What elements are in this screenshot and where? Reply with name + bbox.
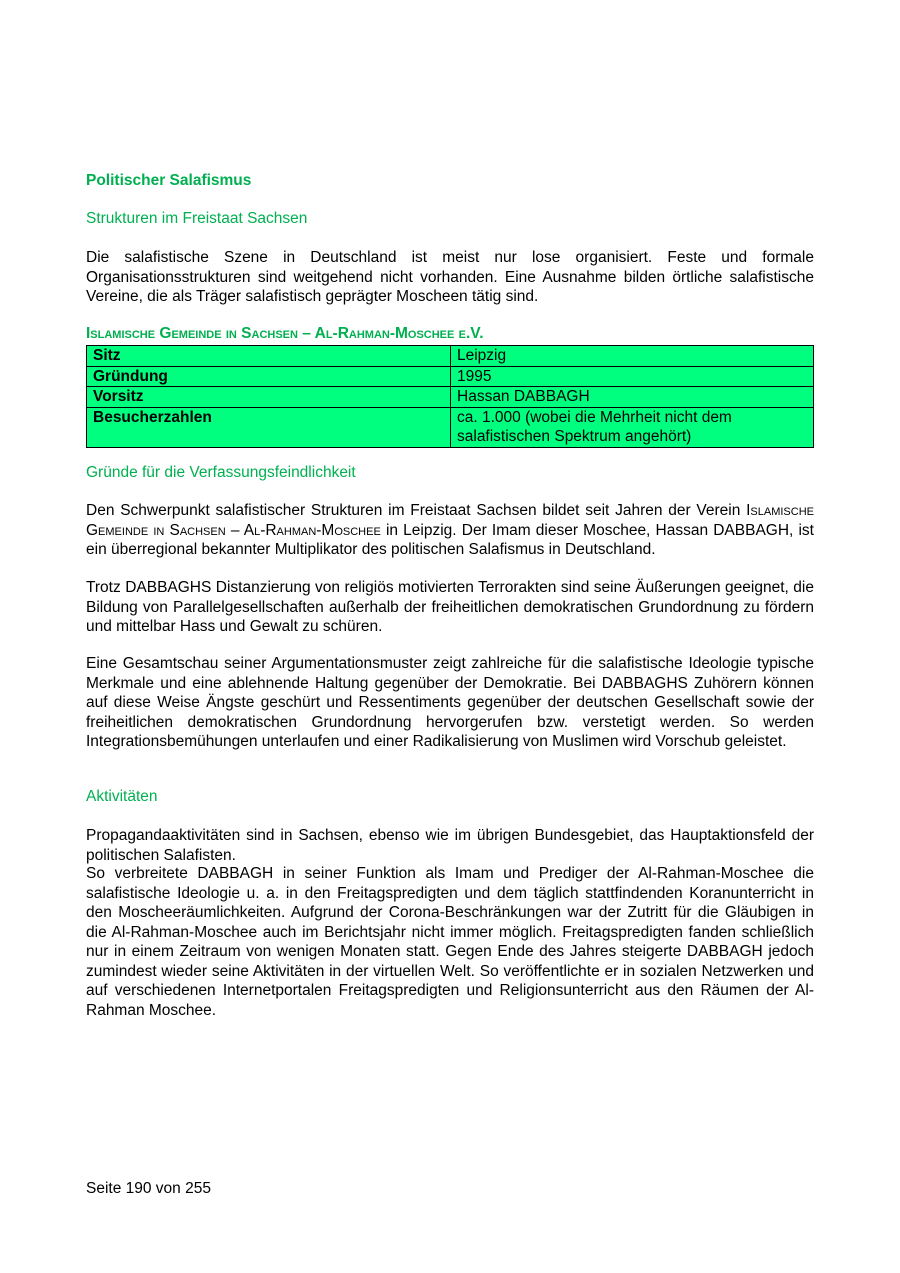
reasons-paragraph-1 xyxy=(86,501,814,560)
table-value: ca. 1.000 (wobei die Mehrheit nicht dem salafistischen Spektrum angehört) xyxy=(451,407,814,447)
table-row xyxy=(87,407,814,447)
table-key: Vorsitz xyxy=(87,387,451,408)
table-row xyxy=(87,387,814,408)
page-number-footer: Seite 190 von 255 xyxy=(86,1180,211,1197)
table-key: Gründung xyxy=(87,366,451,387)
organization-info-table xyxy=(86,345,814,448)
subheading-structures: Strukturen im Freistaat Sachsen xyxy=(86,210,308,227)
table-row xyxy=(87,366,814,387)
organization-title: Islamische Gemeinde in Sachsen – Al-Rahman-Moschee e.V. xyxy=(86,325,484,342)
subheading-activities: Aktivitäten xyxy=(86,788,158,805)
table-value: Hassan DABBAGH xyxy=(451,387,814,408)
table-row xyxy=(87,346,814,367)
reasons-paragraph-3: Eine Gesamtschau seiner Argumentationsmuster zeigt zahlreiche für die salafistische Ideologie typische Merkmale und eine ablehnende Haltung gegenüber der Demokratie. Bei DABBAGHS Zuhörern können auf diese Weise Ängste geschürt und Ressentiments gegenüber der deutschen Gesellschaft sowie der freiheitlichen demokratischen Grundordnung hervorgerufen bzw. verstetigt werden. So werden Integrationsbemühungen unterlaufen und einer Radikalisierung von Muslimen wird Vorschub geleistet. xyxy=(86,655,814,750)
table-key: Sitz xyxy=(87,346,451,367)
activities-paragraph-2: So verbreitete DABBAGH in seiner Funktion als Imam und Prediger der Al-Rahman-Moschee die salafistische Ideologie u. a. in den Freitagspredigten und dem täglich stattfindenden Koranunterricht in den Moscheeräumlichkeiten. Aufgrund der Corona-Beschränkungen war der Zutritt für die Gläubigen in die Al-Rahman-Moschee auch im Berichtsjahr nicht immer möglich. Freitagspredigten fanden schließlich nur in einem Zeitraum von wenigen Monaten statt. Gegen Ende des Jahres steigerte DABBAGH jedoch zumindest wieder seine Aktivitäten in der virtuellen Welt. So veröffentlichte er in sozialen Netzwerken und auf verschiedenen Internetportalen Freitagspredigten und Religionsunterricht aus den Räumen der Al-Rahman Moschee. xyxy=(86,865,814,1019)
table-key: Besucherzahlen xyxy=(87,407,451,447)
table-value: 1995 xyxy=(451,366,814,387)
reasons-text-b: in Leipzig. Der Imam dieser Moschee, Hassan DABBAGH, ist ein überregional bekannter Multiplikator des politischen Salafismus in Deutschland. xyxy=(86,521,814,558)
intro-paragraph: Die salafistische Szene in Deutschland ist meist nur lose organisiert. Feste und formale Organisationsstrukturen sind weitgehend nicht vorhanden. Eine Ausnahme bilden örtliche salafistische Vereine, die als Träger salafistisch geprägter Moscheen tätig sind. xyxy=(86,249,814,305)
section-title: Politischer Salafismus xyxy=(86,172,252,189)
reasons-org-name: Islamische Gemeinde in Sachsen – Al-Rahman-Moschee xyxy=(86,502,814,539)
activities-paragraph-1: Propagandaaktivitäten sind in Sachsen, ebenso wie im übrigen Bundesgebiet, das Hauptaktionsfeld der politischen Salafisten. xyxy=(86,827,814,864)
table-value: Leipzig xyxy=(451,346,814,367)
subheading-reasons: Gründe für die Verfassungsfeindlichkeit xyxy=(86,464,356,481)
reasons-text-a: Den Schwerpunkt salafistischer Strukturen im Freistaat Sachsen bildet seit Jahren der Verein xyxy=(86,502,741,519)
document-page xyxy=(86,0,814,1273)
reasons-paragraph-2: Trotz DABBAGHS Distanzierung von religiös motivierten Terrorakten sind seine Äußerungen geeignet, die Bildung von Parallelgesellschaften außerhalb der freiheitlichen demokratischen Grundordnung zu fördern und mittelbar Hass und Gewalt zu schüren. xyxy=(86,579,814,635)
